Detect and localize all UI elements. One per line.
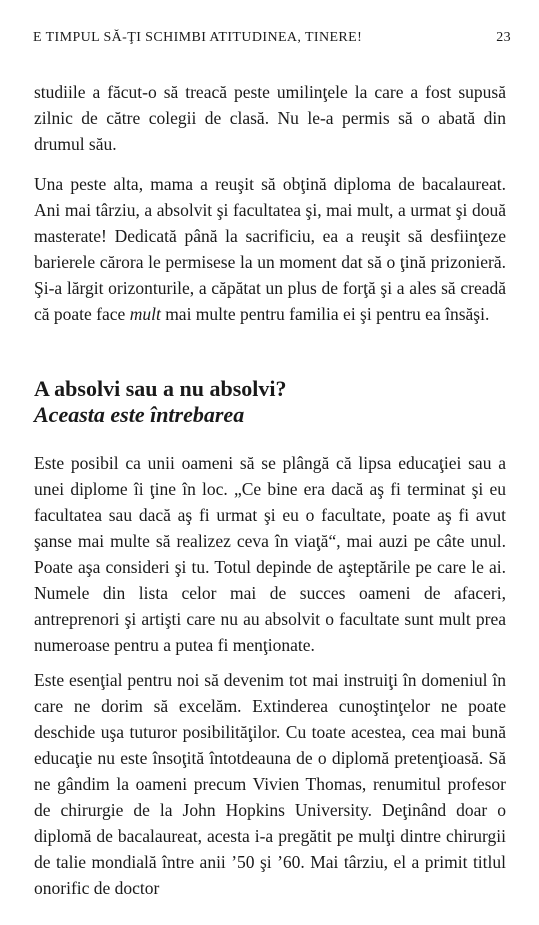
section-heading [34,376,286,428]
paragraph-2-part-1: Una peste alta, mama a reuşit să obţină diploma de bacalaureat. Ani mai târziu, a absolvit şi facultatea şi, mai mult, a urmat şi două masterate! Dedicată până la sacrificiu, ea a reuşit să desfiinţeze barierele cărora le permisese la un moment dat să o ţină prizonieră. Şi-a lărgit orizonturile, a căpătat un plus de forţă şi a ales să creadă că poate face [34,174,506,324]
paragraph-2-text [34,171,506,327]
paragraph-1 [34,79,506,157]
paragraph-4 [34,667,506,901]
running-head [33,30,511,46]
section-heading-subtitle: Aceasta este întrebarea [34,402,245,427]
paragraph-1-text: studiile a făcut-o să treacă peste umilinţele la care a fost supusă zilnic de către colegii de clasă. Nu le-a permis să o abată din drumul său. [34,82,506,154]
paragraph-2 [34,171,506,327]
paragraph-3 [34,450,506,658]
paragraph-2-emphasis: mult [129,304,161,324]
paragraph-2-part-2: mai multe pentru familia ei şi pentru ea însăşi. [160,304,490,324]
paragraph-4-text: Este esenţial pentru noi să devenim tot mai instruiţi în domeniul în care ne dorim să excelăm. Extinderea cunoştinţelor ne poate deschide uşa tuturor posibilităţilor. Cu toate acestea, cea mai bună educaţie nu este însoţită întotdeauna de o diplomă pretenţioasă. Să ne gândim la oameni precum Vivien Thomas, renumitul profesor de chirurgie de la John Hopkins University. Deţinând doar o diplomă de bacalaureat, acesta i-a pregătit pe mulţi dintre chirurgii de talie mondială între anii ’50 şi ’60. Mai târziu, el a primit titlul onorific de doctor [34,670,506,898]
page-number: 23 [496,30,511,45]
paragraph-3-text: Este posibil ca unii oameni să se plângă că lipsa educaţiei sau a unei diplome îi ţine în loc. „Ce bine era dacă aş fi terminat şi eu facultatea sau dacă aş fi urmat şi eu o facultate, poate aş fi avut şanse mai multe să realizez ceva în viaţă“, mai auzi pe câte unul. Poate aşa consideri şi tu. Totul depinde de aşteptările pe care le ai. Numele din lista celor mai de succes oameni de afaceri, antreprenori şi artişti care nu au absolvit o facultate sunt mult prea numeroase pentru a putea fi menţionate. [34,453,506,655]
section-heading-title: A absolvi sau a nu absolvi? [34,376,287,401]
running-head-title: E TIMPUL SĂ-ŢI SCHIMBI ATITUDINEA, TINERE! [33,30,363,45]
